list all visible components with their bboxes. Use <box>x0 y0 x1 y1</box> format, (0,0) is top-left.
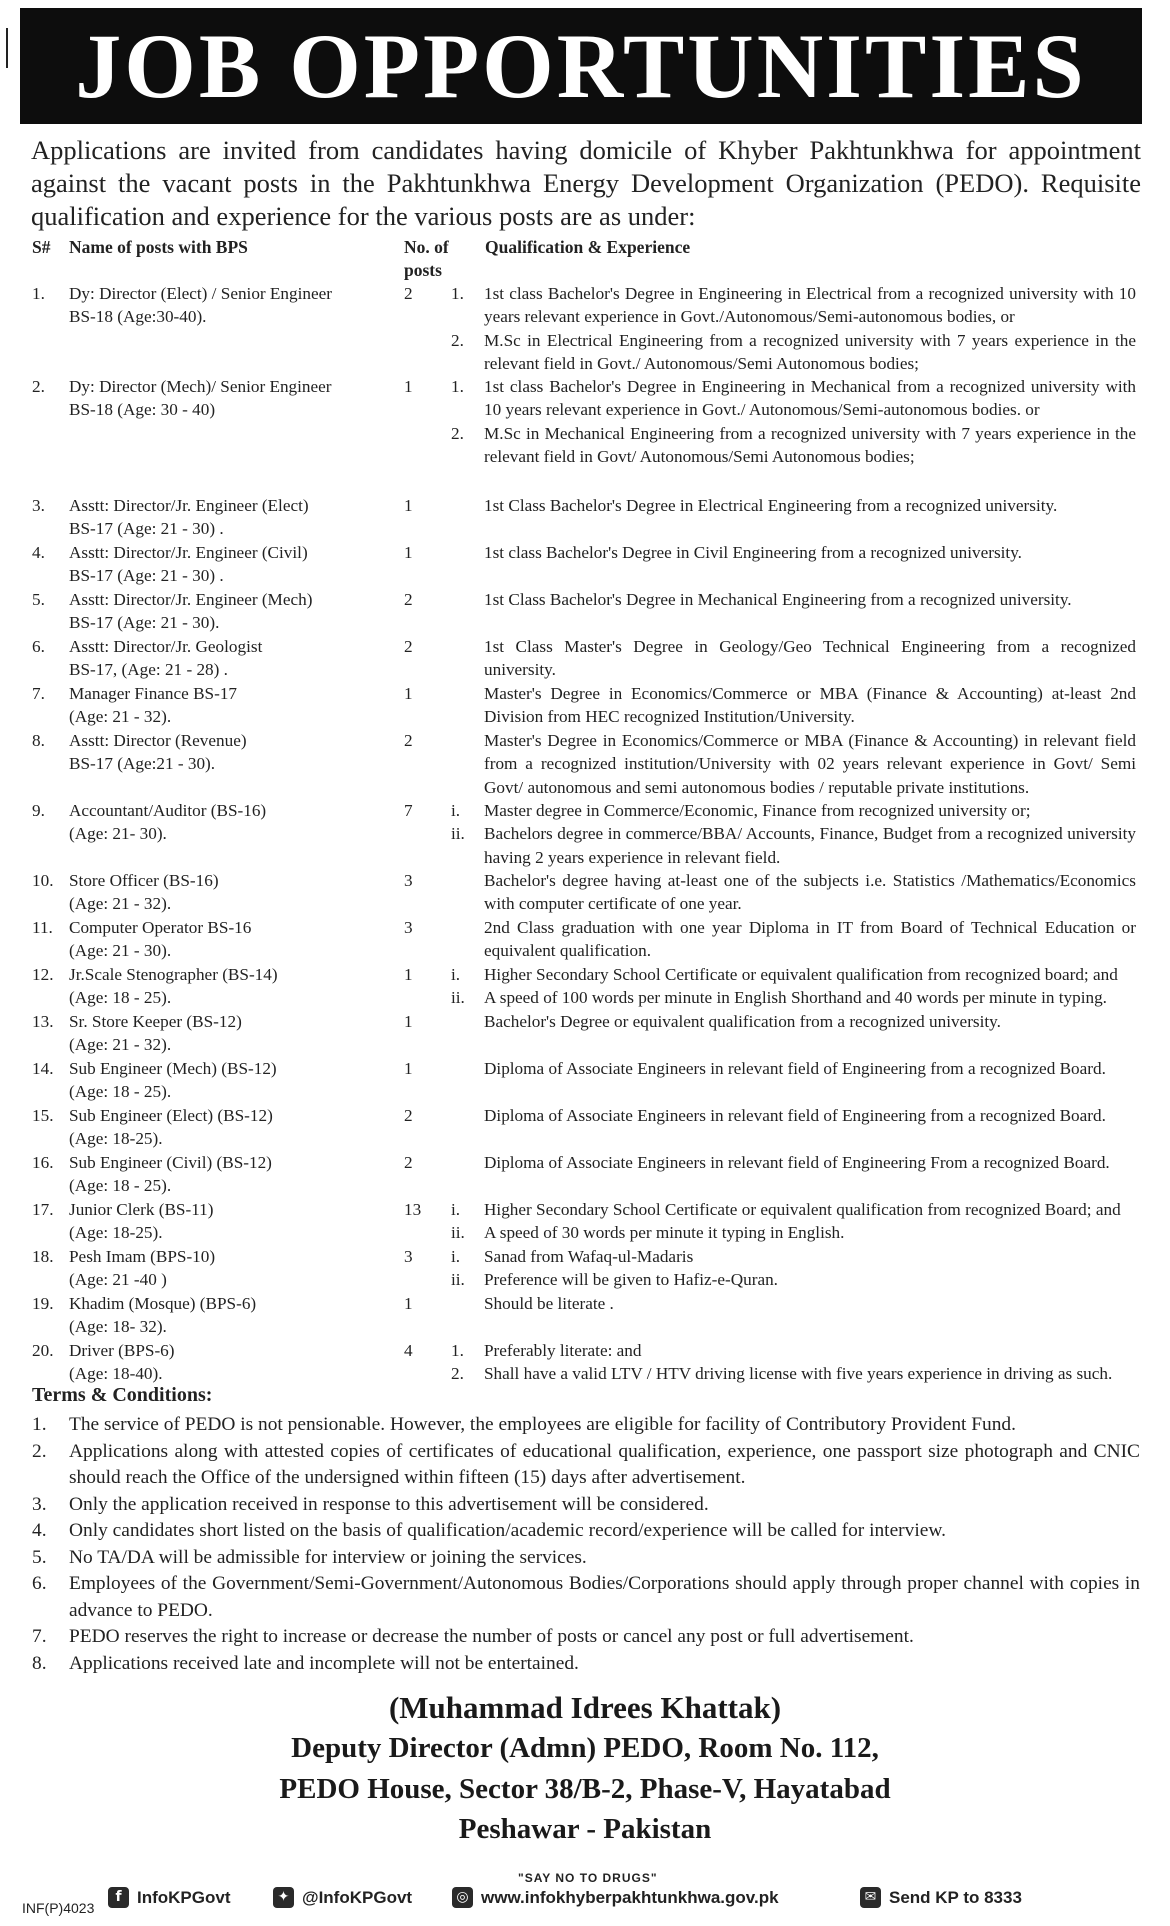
post-name <box>69 1292 369 1339</box>
twitter-link[interactable] <box>273 1887 412 1908</box>
signatory-designation: Deputy Director (Admn) PEDO, Room No. 112, <box>291 1732 879 1764</box>
qualification-item <box>451 422 1136 469</box>
post-title: Sub Engineer (Civil) (BS-12) <box>69 1153 272 1172</box>
post-name <box>69 1151 369 1198</box>
term-item <box>32 1651 1140 1678</box>
qualification-item <box>451 1362 1136 1385</box>
post-count: 1 <box>404 1294 413 1313</box>
term-item <box>32 1412 1140 1439</box>
qualification-item <box>451 329 1136 376</box>
qualification-item <box>451 822 1136 869</box>
row-serial-number: 13. <box>32 1012 54 1031</box>
post-grade-age: BS-17, (Age: 21 - 28) . <box>69 660 228 680</box>
post-name <box>69 916 369 963</box>
post-title: Computer Operator BS-16 <box>69 918 252 937</box>
qualification-marker: ii. <box>451 988 465 1008</box>
term-number: 3. <box>32 1493 47 1515</box>
post-count: 1 <box>404 1012 413 1031</box>
post-count: 2 <box>404 284 413 303</box>
post-name <box>69 541 369 588</box>
website-url: www.infokhyberpakhtunkhwa.gov.pk <box>481 1887 779 1907</box>
post-title: Accountant/Auditor (BS-16) <box>69 801 267 820</box>
post-count: 1 <box>404 965 413 984</box>
qualification <box>484 1010 1136 1033</box>
facebook-handle: InfoKPGovt <box>137 1887 231 1907</box>
term-text: Only candidates short listed on the basis of qualification/academic record/experience will be called for interview. <box>69 1520 946 1541</box>
term-number: 4. <box>32 1520 47 1541</box>
post-grade-age: (Age: 18-40). <box>69 1364 163 1384</box>
term-item <box>32 1518 1140 1545</box>
post-grade-age: (Age: 18-25). <box>69 1223 163 1243</box>
qualification-marker: i. <box>451 965 461 984</box>
post-grade-age: BS-17 (Age: 21 - 30). <box>69 613 220 633</box>
column-header-sn: S# <box>32 237 51 257</box>
post-title: Dy: Director (Elect) / Senior Engineer <box>69 284 332 303</box>
qualification-text: Sanad from Wafaq-ul-Madaris <box>484 1247 694 1266</box>
qualification-marker: i. <box>451 801 461 820</box>
post-count: 3 <box>404 871 413 890</box>
post-title: Manager Finance BS-17 <box>69 684 238 703</box>
post-count: 3 <box>404 1247 413 1266</box>
intro-paragraph: Applications are invited from candidates having domicile of Khyber Pakhtunkhwa for appointment against the vacant posts in the Pakhtunkhwa Energy Development Organization (PEDO). Requisite qualification and experience for the various posts are as under: <box>31 135 1141 231</box>
post-title: Sr. Store Keeper (BS-12) <box>69 1012 242 1031</box>
qualification <box>451 1245 1136 1292</box>
qualification-text: Shall have a valid LTV / HTV driving license with five years experience in driving as such. <box>484 1364 1113 1384</box>
qualification-item <box>484 1057 1136 1080</box>
advert-reference: INF(P)4023 <box>22 1900 95 1916</box>
qualification-text: 1st Class Bachelor's Degree in Electrical Engineering from a recognized university. <box>484 496 1058 515</box>
qualification-text: Should be literate . <box>484 1294 614 1313</box>
qualification-text: Higher Secondary School Certificate or equivalent qualification from recognized Board; and <box>484 1200 1121 1219</box>
post-name <box>69 1104 369 1151</box>
term-number: 5. <box>32 1546 47 1568</box>
post-grade-age: (Age: 21 - 30). <box>69 941 172 961</box>
qualification-text: 2nd Class graduation with one year Diploma in IT from Board of Technical Education or equivalent qualification. <box>484 918 1136 961</box>
row-serial-number: 19. <box>32 1294 54 1313</box>
column-header-num-line1: No. of <box>404 237 449 257</box>
qualification-item <box>451 1268 1136 1291</box>
post-grade-age: BS-17 (Age: 21 - 30) . <box>69 566 224 586</box>
row-serial-number: 7. <box>32 684 45 703</box>
web-icon: ◎ <box>452 1887 473 1908</box>
post-title: Pesh Imam (BPS-10) <box>69 1247 216 1266</box>
qualification-item <box>451 1221 1136 1244</box>
qualification <box>484 682 1136 729</box>
qualification-item <box>451 375 1136 422</box>
row-serial-number: 16. <box>32 1153 54 1172</box>
post-name <box>69 588 369 635</box>
qualification <box>451 799 1136 869</box>
post-count: 2 <box>404 1106 413 1125</box>
post-name <box>69 963 369 1010</box>
post-count: 2 <box>404 590 413 609</box>
post-count: 1 <box>404 543 413 562</box>
terms-title: Terms & Conditions: <box>32 1384 213 1406</box>
row-serial-number: 2. <box>32 377 45 396</box>
twitter-icon: ✦ <box>273 1887 294 1908</box>
qualification-text: Diploma of Associate Engineers in relevant field of Engineering From a recognized Board. <box>484 1153 1110 1172</box>
post-title: Jr.Scale Stenographer (BS-14) <box>69 965 278 984</box>
row-serial-number: 20. <box>32 1341 54 1360</box>
qualification-item <box>484 682 1136 729</box>
qualification-item <box>484 494 1136 517</box>
column-header-num-line2: posts <box>404 260 442 280</box>
post-grade-age: (Age: 18 - 25). <box>69 988 172 1008</box>
row-serial-number: 10. <box>32 871 54 890</box>
qualification-marker: 2. <box>451 330 464 350</box>
qualification-text: 1st Class Bachelor's Degree in Mechanical Engineering from a recognized university. <box>484 590 1072 609</box>
post-title: Sub Engineer (Elect) (BS-12) <box>69 1106 273 1125</box>
qualification-marker: ii. <box>451 1270 465 1290</box>
qualification-text: Diploma of Associate Engineers in relevant field of Engineering from a recognized Board. <box>484 1106 1106 1125</box>
row-serial-number: 6. <box>32 637 45 656</box>
qualification-text: 1st class Bachelor's Degree in Engineering in Mechanical from a recognized university with 10 years relevant experience in Govt./ Autonomous/Semi-autonomous bodies. or <box>484 377 1136 420</box>
term-text: Applications received late and incomplete will not be entertained. <box>69 1652 579 1674</box>
qualification-text: Master degree in Commerce/Economic, Finance from recognized university or; <box>484 801 1031 820</box>
qualification-marker: ii. <box>451 1223 465 1243</box>
qualification-item <box>484 588 1136 611</box>
post-title: Dy: Director (Mech)/ Senior Engineer <box>69 377 332 396</box>
qualification <box>484 1151 1136 1174</box>
row-serial-number: 11. <box>32 918 53 937</box>
post-name <box>69 1339 369 1386</box>
term-number: 7. <box>32 1626 47 1647</box>
qualification-item <box>451 986 1136 1009</box>
post-grade-age: BS-17 (Age:21 - 30). <box>69 754 216 774</box>
qualification-item <box>484 1292 1136 1315</box>
term-text: No TA/DA will be admissible for interview or joining the services. <box>69 1546 587 1568</box>
qualification-text: Bachelors degree in commerce/BBA/ Accounts, Finance, Budget from a recognized university having 2 years experience in relevant field. <box>484 824 1136 867</box>
qualification-item <box>451 1245 1136 1268</box>
post-grade-age: (Age: 18- 32). <box>69 1317 167 1337</box>
qualification <box>451 963 1136 1010</box>
post-count: 4 <box>404 1341 413 1360</box>
post-title: Sub Engineer (Mech) (BS-12) <box>69 1059 277 1078</box>
qualification-item <box>484 869 1136 916</box>
qualification <box>484 635 1136 682</box>
post-count: 7 <box>404 801 413 820</box>
qualification-item <box>451 1198 1136 1221</box>
qualification-item <box>484 1104 1136 1127</box>
row-serial-number: 5. <box>32 590 45 609</box>
qualification <box>484 541 1136 564</box>
post-title: Asstt: Director/Jr. Geologist <box>69 637 263 656</box>
terms-list <box>32 1412 1140 1677</box>
term-number: 1. <box>32 1414 47 1435</box>
post-grade-age: (Age: 21 -40 ) <box>69 1270 167 1290</box>
term-item <box>32 1439 1140 1492</box>
qualification <box>484 494 1136 517</box>
qualification <box>484 1057 1136 1080</box>
term-text: Only the application received in response to this advertisement will be considered. <box>69 1493 709 1515</box>
qualification-marker: 2. <box>451 1364 464 1384</box>
post-count: 1 <box>404 1059 413 1078</box>
post-name <box>69 282 369 329</box>
term-text: The service of PEDO is not pensionable. However, the employees are eligible for facility of Contributory Provident Fund. <box>69 1414 1016 1435</box>
qualification-marker: 1. <box>451 377 464 396</box>
post-count: 1 <box>404 377 413 396</box>
post-count: 3 <box>404 918 413 937</box>
post-name <box>69 869 369 916</box>
qualification-text: Higher Secondary School Certificate or equivalent qualification from recognized board; and <box>484 965 1118 984</box>
qualification-text: 1st class Bachelor's Degree in Engineering in Electrical from a recognized university with 10 years relevant experience in Govt./Autonomous/Semi-autonomous bodies, or <box>484 284 1136 327</box>
post-grade-age: (Age: 21 - 32). <box>69 707 172 727</box>
post-count: 13 <box>404 1200 422 1219</box>
qualification-item <box>451 963 1136 986</box>
qualification <box>451 282 1136 376</box>
sms-icon: ✉ <box>860 1887 881 1908</box>
row-serial-number: 1. <box>32 284 45 303</box>
post-grade-age: (Age: 18-25). <box>69 1129 163 1149</box>
post-title: Asstt: Director/Jr. Engineer (Civil) <box>69 543 308 562</box>
term-text: Employees of the Government/Semi-Government/Autonomous Bodies/Corporations should apply through proper channel with copies in advance to PEDO. <box>69 1573 1140 1621</box>
post-grade-age: (Age: 18 - 25). <box>69 1176 172 1196</box>
qualification <box>484 869 1136 916</box>
qualification-marker: ii. <box>451 824 465 844</box>
post-title: Asstt: Director/Jr. Engineer (Mech) <box>69 590 313 609</box>
post-count: 1 <box>404 496 413 515</box>
qualification <box>451 1198 1136 1245</box>
post-name <box>69 682 369 729</box>
post-grade-age: (Age: 21- 30). <box>69 824 167 844</box>
term-number: 8. <box>32 1652 47 1674</box>
page-title: JOB OPPORTUNITIES <box>75 15 1087 117</box>
sms-info <box>860 1887 1022 1908</box>
qualification-text: Master's Degree in Economics/Commerce or MBA (Finance & Accounting) at-least 2nd Division from HEC recognized Institution/University. <box>484 684 1136 727</box>
post-name <box>69 729 369 776</box>
qualification-item <box>484 916 1136 963</box>
qualification-text: A speed of 100 words per minute in English Shorthand and 40 words per minute in typing. <box>484 988 1107 1008</box>
qualification-item <box>484 635 1136 682</box>
post-grade-age: (Age: 21 - 32). <box>69 894 172 914</box>
qualification <box>451 375 1136 469</box>
qualification-text: A speed of 30 words per minute it typing in English. <box>484 1223 845 1243</box>
row-serial-number: 8. <box>32 731 45 750</box>
qualification-marker: 2. <box>451 423 464 443</box>
post-title: Store Officer (BS-16) <box>69 871 219 890</box>
post-grade-age: (Age: 21 - 32). <box>69 1035 172 1055</box>
term-number: 2. <box>32 1440 47 1462</box>
row-serial-number: 12. <box>32 965 54 984</box>
term-text: Applications along with attested copies of certificates of educational qualification, experience, one passport size photograph and CNIC should reach the Office of the undersigned within fifteen (15) days after advertisement. <box>69 1440 1140 1488</box>
qualification-marker: i. <box>451 1247 461 1266</box>
qualification <box>484 588 1136 611</box>
qualification-text: Master's Degree in Economics/Commerce or MBA (Finance & Accounting) in relevant field from a recognized institution/University with 02 years relevant experience in Govt/ Semi Govt/ autonomous and semi autonomous bodies / reputable private institutions. <box>484 731 1136 797</box>
term-item <box>32 1492 1140 1519</box>
post-count: 2 <box>404 1153 413 1172</box>
post-count: 2 <box>404 731 413 750</box>
qualification-item <box>484 1151 1136 1174</box>
row-serial-number: 4. <box>32 543 45 562</box>
qualification <box>484 729 1136 799</box>
qualification-item <box>484 541 1136 564</box>
qualification-text: M.Sc in Mechanical Engineering from a recognized university with 7 years experience in the relevant field in Govt/ Autonomous/Semi Autonomous bodies; <box>484 423 1136 467</box>
qualification-item <box>484 1010 1136 1033</box>
post-name <box>69 1057 369 1104</box>
post-count: 1 <box>404 684 413 703</box>
qualification-text: Bachelor's degree having at-least one of the subjects i.e. Statistics /Mathematics/Economics with computer certificate of one year. <box>484 871 1136 914</box>
post-title: Khadim (Mosque) (BPS-6) <box>69 1294 257 1313</box>
qualification-text: Preference will be given to Hafiz-e-Quran. <box>484 1270 778 1290</box>
term-item <box>32 1624 1140 1651</box>
post-title: Asstt: Director (Revenue) <box>69 731 247 750</box>
column-header-num <box>404 236 449 282</box>
qualification-item <box>484 729 1136 799</box>
term-text: PEDO reserves the right to increase or decrease the number of posts or cancel any post or full advertisement. <box>69 1626 914 1647</box>
post-name <box>69 375 369 422</box>
facebook-link[interactable] <box>108 1887 231 1908</box>
qualification-marker: 1. <box>451 284 464 303</box>
post-grade-age: (Age: 18 - 25). <box>69 1082 172 1102</box>
post-grade-age: BS-18 (Age:30-40). <box>69 307 207 327</box>
signatory-name: (Muhammad Idrees Khattak) <box>388 1690 782 1725</box>
qualification <box>484 916 1136 963</box>
row-serial-number: 14. <box>32 1059 54 1078</box>
post-count: 2 <box>404 637 413 656</box>
post-name <box>69 1245 369 1292</box>
qualification <box>484 1292 1136 1315</box>
footer <box>108 1873 1118 1913</box>
column-header-qualification: Qualification & Experience <box>485 237 691 257</box>
post-name <box>69 1198 369 1245</box>
post-title: Driver (BPS-6) <box>69 1341 175 1360</box>
twitter-handle: @InfoKPGovt <box>302 1887 413 1907</box>
post-grade-age: BS-18 (Age: 30 - 40) <box>69 400 216 420</box>
post-name <box>69 635 369 682</box>
qualification-marker: 1. <box>451 1341 464 1360</box>
qualification-item <box>451 1339 1136 1362</box>
signatory-address: PEDO House, Sector 38/B-2, Phase-V, Hayatabad <box>279 1773 891 1805</box>
column-header-post: Name of posts with BPS <box>69 237 248 257</box>
qualification-text: Preferably literate: and <box>484 1341 642 1360</box>
ad-border-line <box>6 28 8 68</box>
post-grade-age: BS-17 (Age: 21 - 30) . <box>69 519 224 539</box>
post-title: Asstt: Director/Jr. Engineer (Elect) <box>69 496 309 515</box>
qualification-text: 1st Class Master's Degree in Geology/Geo Technical Engineering from a recognized university. <box>484 637 1136 680</box>
row-serial-number: 18. <box>32 1247 54 1266</box>
qualification-item <box>451 799 1136 822</box>
qualification-text: 1st class Bachelor's Degree in Civil Engineering from a recognized university. <box>484 543 1022 562</box>
signatory-city: Peshawar - Pakistan <box>458 1813 712 1845</box>
qualification-marker: i. <box>451 1200 461 1219</box>
post-name <box>69 1010 369 1057</box>
post-name <box>69 494 369 541</box>
term-item <box>32 1571 1140 1624</box>
qualification-text: M.Sc in Electrical Engineering from a recognized university with 7 years experience in the relevant field in Govt./ Autonomous/Semi Autonomous bodies; <box>484 330 1136 374</box>
qualification <box>484 1104 1136 1127</box>
row-serial-number: 15. <box>32 1106 54 1125</box>
anti-drug-slogan: "SAY NO TO DRUGS" <box>518 1871 658 1885</box>
qualification-item <box>451 282 1136 329</box>
qualification-text: Bachelor's Degree or equivalent qualification from a recognized university. <box>484 1012 1001 1031</box>
sms-text: Send KP to 8333 <box>889 1887 1022 1907</box>
post-title: Junior Clerk (BS-11) <box>69 1200 214 1219</box>
facebook-icon: f <box>108 1887 129 1908</box>
term-number: 6. <box>32 1573 47 1594</box>
qualification <box>451 1339 1136 1386</box>
website-link[interactable] <box>452 1887 779 1908</box>
qualification-text: Diploma of Associate Engineers in relevant field of Engineering from a recognized Board. <box>484 1059 1106 1078</box>
header-banner <box>20 8 1142 124</box>
row-serial-number: 17. <box>32 1200 54 1219</box>
row-serial-number: 3. <box>32 496 45 515</box>
row-serial-number: 9. <box>32 801 45 820</box>
term-item <box>32 1545 1140 1572</box>
post-name <box>69 799 369 846</box>
